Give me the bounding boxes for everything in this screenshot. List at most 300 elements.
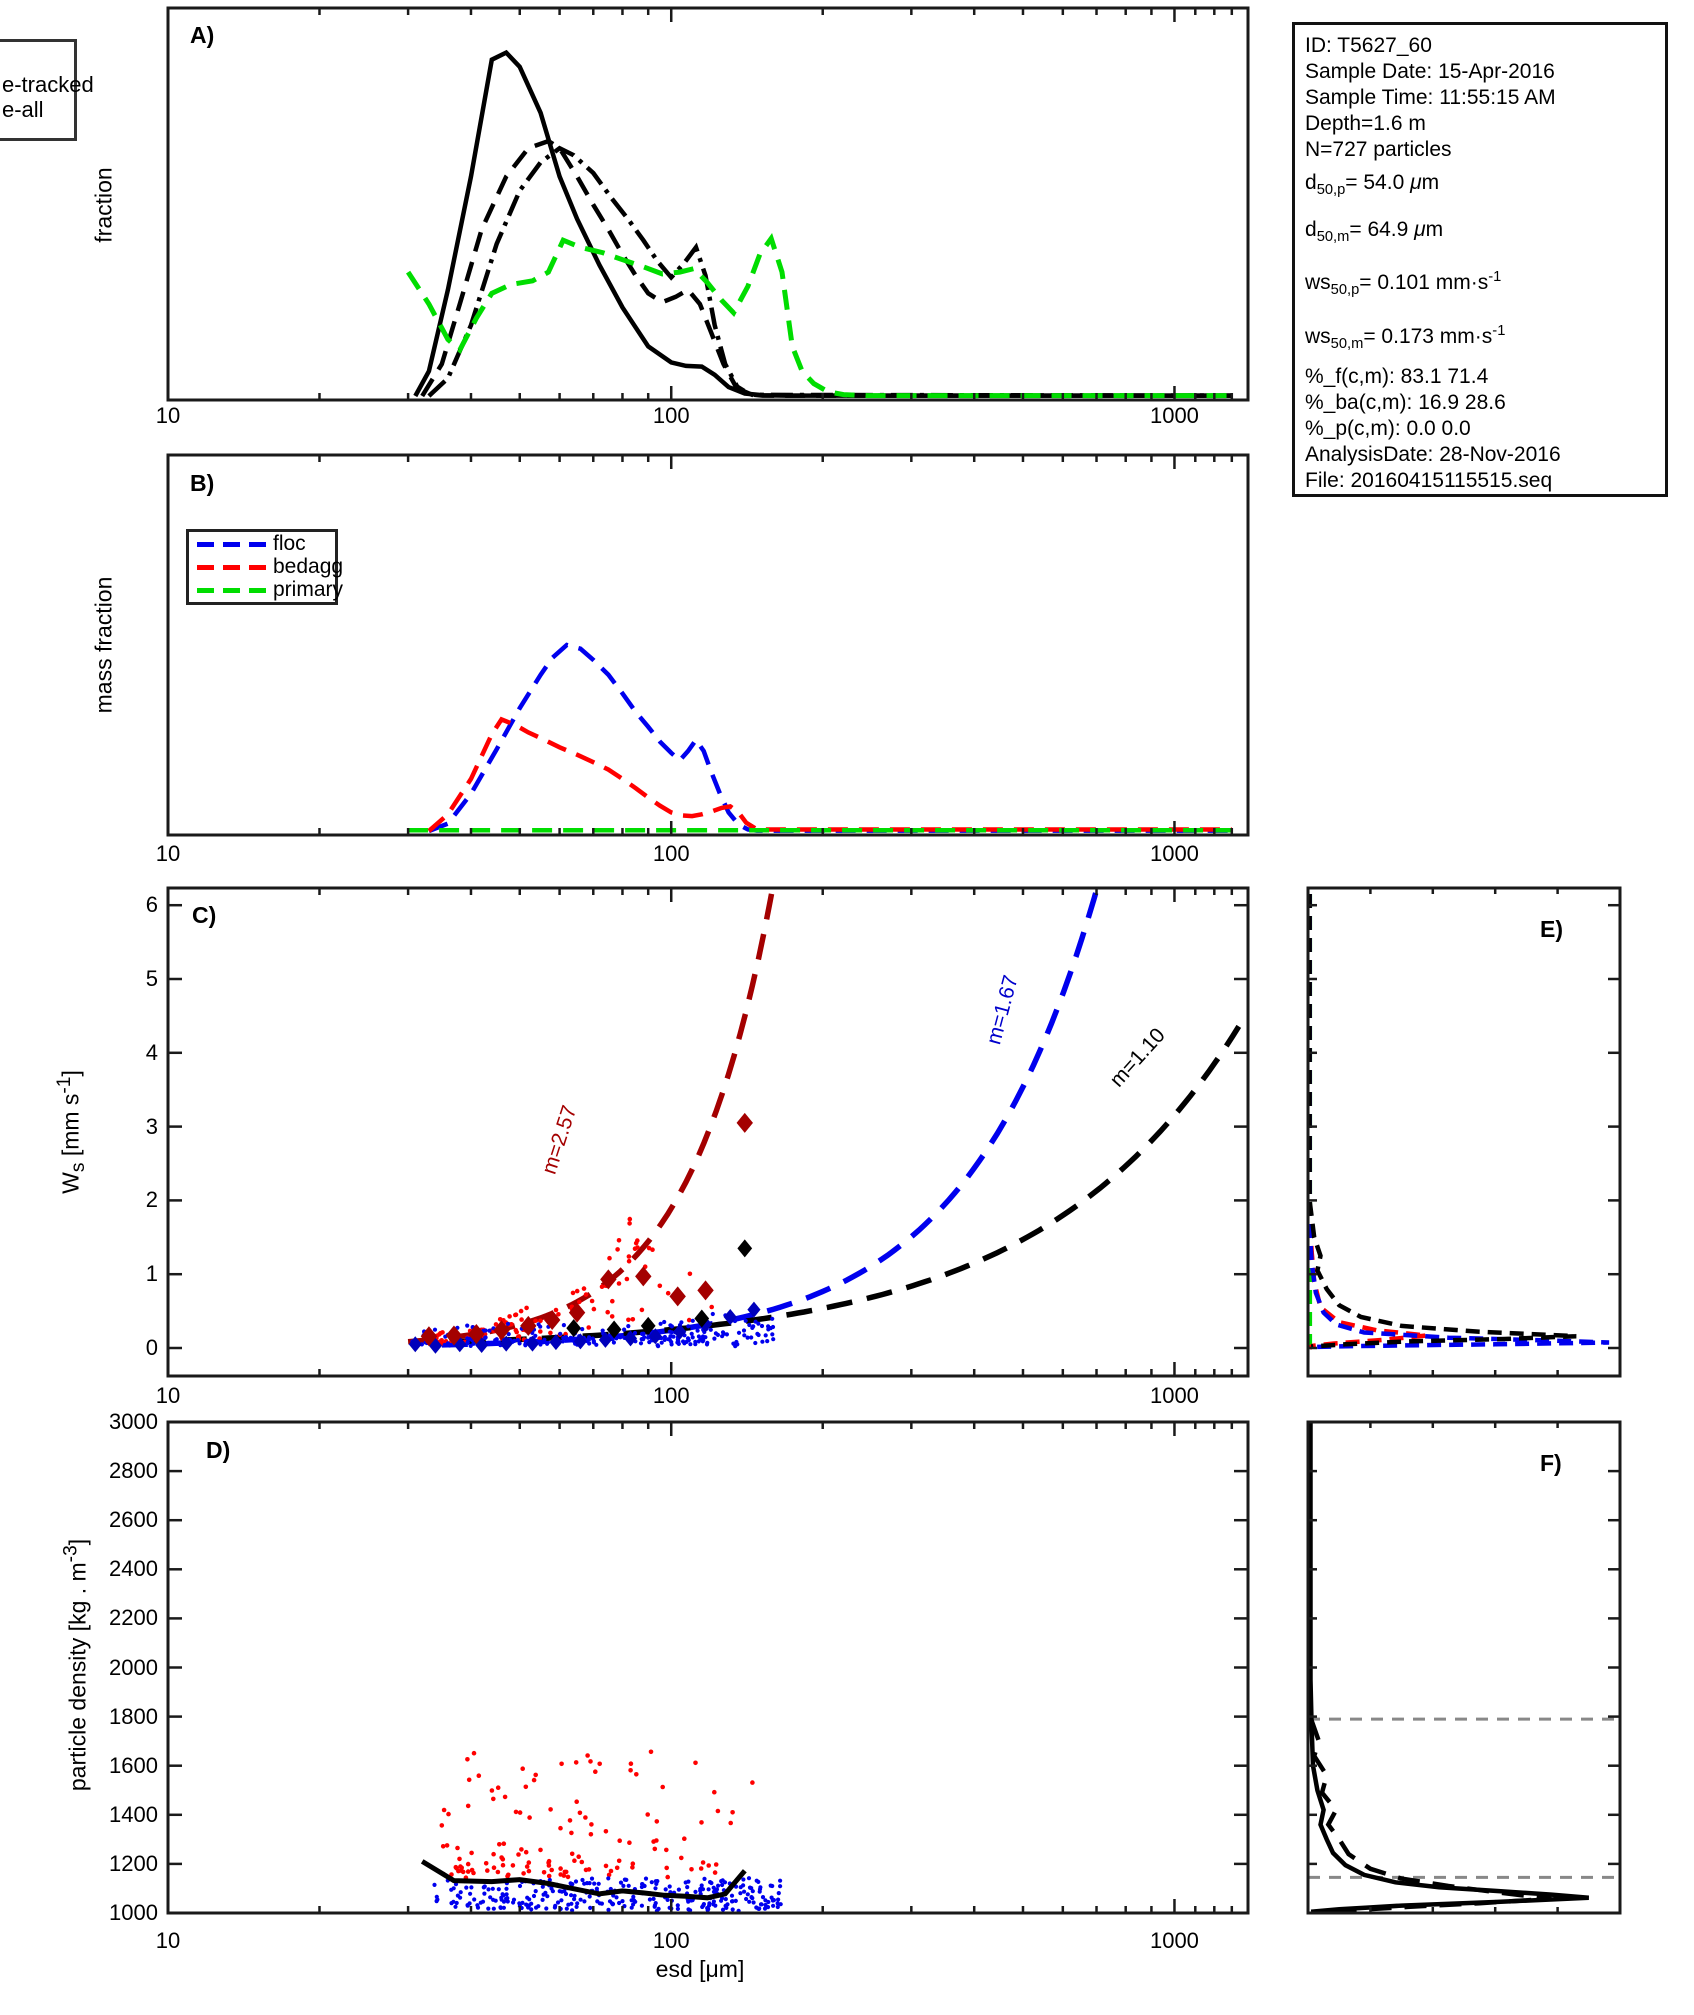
d-y-tick-label: 2400 bbox=[109, 1556, 158, 1582]
density-dot-blue bbox=[709, 1881, 713, 1885]
density-dot-blue bbox=[541, 1898, 545, 1902]
density-dot-blue bbox=[544, 1906, 548, 1910]
density-dot-blue bbox=[730, 1899, 734, 1903]
scatter-dot-blue bbox=[760, 1324, 764, 1328]
density-dot-blue bbox=[488, 1895, 492, 1899]
density-dot-blue bbox=[432, 1883, 436, 1887]
info-line: %_ba(c,m): 16.9 28.6 bbox=[1305, 390, 1506, 414]
density-dot-red bbox=[628, 1768, 633, 1773]
scatter-dot-blue bbox=[705, 1342, 709, 1346]
density-dot-red bbox=[706, 1863, 711, 1868]
density-dot-blue bbox=[464, 1886, 468, 1890]
x-tick-label: 10 bbox=[155, 1383, 181, 1408]
density-dot-blue bbox=[553, 1904, 557, 1908]
density-dot-blue bbox=[685, 1885, 689, 1889]
info-line: File: 20160415115515.seq bbox=[1305, 468, 1553, 492]
density-dot-red bbox=[496, 1870, 501, 1875]
scatter-dot-red bbox=[626, 1318, 631, 1323]
density-dot-red bbox=[524, 1785, 529, 1790]
density-dot-red bbox=[564, 1870, 569, 1875]
scatter-dot-blue bbox=[770, 1332, 774, 1336]
density-dot-blue bbox=[747, 1876, 751, 1880]
fit-curve-m=1.67 bbox=[442, 856, 1106, 1345]
d-y-tick-label: 3000 bbox=[109, 1409, 158, 1434]
density-dot-blue bbox=[701, 1903, 705, 1907]
density-dot-red bbox=[484, 1861, 489, 1866]
density-dot-red bbox=[547, 1863, 552, 1868]
density-dot-red bbox=[682, 1836, 687, 1841]
primary-dash-sample bbox=[197, 588, 266, 593]
scatter-dot-red bbox=[650, 1247, 655, 1252]
density-dot-red bbox=[542, 1870, 547, 1875]
density-dot-red bbox=[518, 1810, 523, 1815]
density-dot-blue bbox=[721, 1908, 725, 1912]
scatter-dot-blue bbox=[662, 1320, 666, 1324]
diamond-black bbox=[737, 1239, 752, 1257]
scatter-dot-blue bbox=[690, 1332, 694, 1336]
density-dot-red bbox=[578, 1811, 583, 1816]
dist-e-all-dist bbox=[1310, 872, 1577, 1347]
legend-label: floc bbox=[273, 532, 306, 555]
density-dot-red bbox=[583, 1815, 588, 1820]
scatter-dot-red bbox=[688, 1272, 693, 1277]
density-dot-blue bbox=[664, 1887, 668, 1891]
curve-b-floc bbox=[429, 645, 1232, 831]
density-dot-red bbox=[527, 1860, 532, 1865]
info-line: ID: T5627_60 bbox=[1305, 34, 1432, 57]
scatter-dot-red bbox=[625, 1277, 630, 1282]
scatter-dot-blue bbox=[697, 1334, 701, 1338]
scatter-dot-red bbox=[615, 1247, 620, 1252]
scatter-dot-blue bbox=[764, 1333, 768, 1337]
scatter-dot-red bbox=[617, 1281, 622, 1286]
density-dot-red bbox=[446, 1812, 451, 1817]
density-dot-blue bbox=[668, 1884, 672, 1888]
density-dot-red bbox=[492, 1865, 497, 1870]
scatter-dot-blue bbox=[558, 1332, 562, 1336]
scatter-dot-blue bbox=[742, 1328, 746, 1332]
density-dot-blue bbox=[632, 1898, 636, 1902]
density-dot-red bbox=[465, 1757, 470, 1762]
dist-f-density-dist-dashed bbox=[1311, 1719, 1551, 1912]
density-dot-blue bbox=[770, 1884, 774, 1888]
fit-label-m257: m=2.57 bbox=[537, 1102, 582, 1177]
scatter-dot-blue bbox=[744, 1319, 748, 1323]
density-dot-red bbox=[572, 1858, 577, 1863]
dist-e-floc-dist bbox=[1310, 872, 1610, 1347]
density-dot-red bbox=[574, 1799, 579, 1804]
density-dot-blue bbox=[648, 1897, 652, 1901]
d-y-tick-label: 2200 bbox=[109, 1605, 158, 1631]
diamond-red bbox=[635, 1266, 651, 1286]
density-dot-red bbox=[576, 1854, 581, 1859]
diamond-red bbox=[737, 1113, 753, 1133]
d-y-tick-label: 1200 bbox=[109, 1850, 158, 1876]
scatter-dot-blue bbox=[569, 1336, 573, 1340]
scatter-dot-blue bbox=[711, 1312, 715, 1316]
density-dot-blue bbox=[494, 1899, 498, 1903]
density-dot-red bbox=[458, 1864, 463, 1869]
density-dot-red bbox=[589, 1832, 594, 1837]
scatter-dot-blue bbox=[714, 1331, 718, 1335]
info-line: Sample Time: 11:55:15 AM bbox=[1305, 86, 1556, 109]
x-tick-label: 10 bbox=[155, 841, 181, 866]
scatter-dot-red bbox=[607, 1256, 612, 1261]
density-dot-blue bbox=[486, 1887, 490, 1891]
density-dot-red bbox=[532, 1778, 537, 1783]
density-dot-blue bbox=[654, 1879, 658, 1883]
scatter-dot-red bbox=[507, 1314, 512, 1319]
density-dot-blue bbox=[582, 1899, 586, 1903]
density-dot-red bbox=[629, 1761, 634, 1766]
density-dot-red bbox=[511, 1863, 516, 1868]
scatter-dot-red bbox=[633, 1246, 638, 1251]
density-dot-blue bbox=[644, 1877, 648, 1881]
scatter-dot-blue bbox=[693, 1340, 697, 1344]
density-dot-blue bbox=[582, 1882, 586, 1886]
density-dot-red bbox=[714, 1862, 719, 1867]
scatter-dot-blue bbox=[679, 1320, 683, 1324]
density-dot-blue bbox=[501, 1893, 505, 1897]
axis-title-mass-fraction: mass fraction bbox=[90, 576, 117, 714]
density-dot-blue bbox=[579, 1898, 583, 1902]
density-dot-red bbox=[467, 1778, 472, 1783]
density-dot-blue bbox=[565, 1907, 569, 1911]
density-dot-red bbox=[609, 1869, 614, 1874]
scatter-dot-red bbox=[538, 1329, 543, 1334]
density-dot-red bbox=[597, 1762, 602, 1767]
density-dot-blue bbox=[715, 1887, 719, 1891]
density-dot-blue bbox=[588, 1906, 592, 1910]
density-dot-blue bbox=[759, 1902, 763, 1906]
density-dot-red bbox=[547, 1859, 552, 1864]
scatter-dot-blue bbox=[518, 1341, 522, 1345]
density-dot-blue bbox=[580, 1878, 584, 1882]
density-dot-blue bbox=[575, 1901, 579, 1905]
density-dot-red bbox=[502, 1841, 507, 1846]
density-dot-blue bbox=[575, 1905, 579, 1909]
density-dot-red bbox=[713, 1870, 718, 1875]
scatter-dot-blue bbox=[746, 1336, 750, 1340]
scatter-dot-blue bbox=[766, 1324, 770, 1328]
scatter-dot-red bbox=[617, 1238, 622, 1243]
fit-curve-m=2.57 bbox=[408, 832, 782, 1342]
density-dot-blue bbox=[549, 1886, 553, 1890]
density-dot-red bbox=[570, 1852, 575, 1857]
density-dot-blue bbox=[479, 1901, 483, 1905]
density-dot-blue bbox=[707, 1903, 711, 1907]
scatter-dot-red bbox=[548, 1331, 553, 1336]
x-tick-label: 1000 bbox=[1149, 1383, 1199, 1408]
density-dot-blue bbox=[640, 1904, 644, 1908]
scatter-dot-blue bbox=[671, 1335, 675, 1339]
density-dot-blue bbox=[693, 1890, 697, 1894]
panel-cC bbox=[408, 832, 1239, 1354]
scatter-dot-blue bbox=[733, 1344, 737, 1348]
density-dot-blue bbox=[652, 1897, 656, 1901]
density-dot-red bbox=[728, 1821, 733, 1826]
density-dot-blue bbox=[588, 1881, 592, 1885]
scatter-dot-blue bbox=[696, 1329, 700, 1333]
fit-label-m110: m=1.10 bbox=[1105, 1023, 1170, 1092]
scatter-dot-blue bbox=[760, 1340, 764, 1344]
density-dot-blue bbox=[744, 1897, 748, 1901]
density-dot-blue bbox=[738, 1891, 742, 1895]
density-dot-red bbox=[689, 1867, 694, 1872]
scatter-dot-blue bbox=[562, 1323, 566, 1327]
density-dot-blue bbox=[739, 1885, 743, 1889]
density-dot-red bbox=[477, 1773, 482, 1778]
density-dot-blue bbox=[746, 1892, 750, 1896]
density-dot-red bbox=[558, 1872, 563, 1877]
density-dot-red bbox=[516, 1852, 521, 1857]
density-dot-blue bbox=[752, 1900, 756, 1904]
scatter-dot-red bbox=[524, 1306, 529, 1311]
density-dot-red bbox=[693, 1761, 698, 1766]
density-dot-red bbox=[501, 1863, 506, 1868]
x-tick-label: 100 bbox=[652, 1928, 690, 1953]
scatter-dot-blue bbox=[642, 1335, 646, 1339]
density-dot-red bbox=[655, 1819, 660, 1824]
scatter-dot-blue bbox=[545, 1342, 549, 1346]
density-dot-blue bbox=[620, 1899, 624, 1903]
panel-a-border bbox=[168, 8, 1248, 400]
density-dot-red bbox=[615, 1866, 620, 1871]
density-dot-blue bbox=[757, 1907, 761, 1911]
d-y-tick-label: 1800 bbox=[109, 1703, 158, 1729]
dist-f-density-dist-solid bbox=[1311, 1422, 1589, 1912]
d-y-tick-label: 1400 bbox=[109, 1801, 158, 1827]
density-dot-blue bbox=[606, 1908, 610, 1912]
density-dot-red bbox=[457, 1857, 462, 1862]
density-dot-blue bbox=[566, 1903, 570, 1907]
density-dot-red bbox=[548, 1807, 553, 1812]
density-dot-red bbox=[701, 1860, 706, 1865]
scatter-dot-blue bbox=[443, 1343, 447, 1347]
density-dot-blue bbox=[483, 1884, 487, 1888]
density-dot-blue bbox=[529, 1902, 533, 1906]
density-dot-blue bbox=[730, 1894, 734, 1898]
scatter-dot-blue bbox=[639, 1341, 643, 1345]
scatter-dot-red bbox=[666, 1291, 671, 1296]
info-line: N=727 particles bbox=[1305, 138, 1452, 161]
scatter-dot-blue bbox=[594, 1343, 598, 1347]
density-dot-blue bbox=[468, 1892, 472, 1896]
density-dot-red bbox=[654, 1838, 659, 1843]
density-dot-blue bbox=[472, 1897, 476, 1901]
density-dot-blue bbox=[676, 1907, 680, 1911]
density-dot-blue bbox=[518, 1884, 522, 1888]
density-dot-blue bbox=[763, 1898, 767, 1902]
c-y-tick-label: 2 bbox=[145, 1187, 158, 1213]
scatter-dot-blue bbox=[656, 1343, 660, 1347]
density-dot-red bbox=[471, 1871, 476, 1876]
density-dot-red bbox=[716, 1809, 721, 1814]
scatter-dot-red bbox=[519, 1317, 524, 1322]
density-dot-blue bbox=[778, 1884, 782, 1888]
x-tick-label: 1000 bbox=[1149, 1928, 1199, 1953]
scatter-dot-blue bbox=[580, 1327, 584, 1331]
scatter-dot-blue bbox=[622, 1328, 626, 1332]
density-dot-blue bbox=[569, 1881, 573, 1885]
density-dot-red bbox=[653, 1847, 658, 1852]
density-dot-red bbox=[569, 1831, 574, 1836]
density-dot-blue bbox=[713, 1904, 717, 1908]
x-tick-label: 1000 bbox=[1149, 403, 1199, 428]
density-dot-red bbox=[469, 1851, 474, 1856]
scatter-dot-blue bbox=[495, 1337, 499, 1341]
density-dot-blue bbox=[435, 1899, 439, 1903]
density-dot-blue bbox=[451, 1900, 455, 1904]
density-dot-red bbox=[466, 1804, 471, 1809]
legend-panel-b bbox=[186, 529, 344, 605]
density-dot-blue bbox=[543, 1891, 547, 1895]
diamond-blue bbox=[526, 1336, 539, 1352]
scatter-dot-blue bbox=[469, 1344, 473, 1348]
scatter-dot-blue bbox=[661, 1330, 665, 1334]
density-dot-red bbox=[604, 1829, 609, 1834]
density-dot-blue bbox=[776, 1898, 780, 1902]
scatter-dot-blue bbox=[564, 1337, 568, 1341]
density-dot-red bbox=[604, 1864, 609, 1869]
cut-legend-item: e-all bbox=[2, 97, 44, 122]
density-dot-red bbox=[519, 1847, 524, 1852]
density-dot-red bbox=[547, 1874, 552, 1879]
axis-title-fraction: fraction bbox=[90, 167, 117, 243]
density-dot-red bbox=[521, 1871, 526, 1876]
density-dot-red bbox=[461, 1870, 466, 1875]
density-dot-blue bbox=[777, 1891, 781, 1895]
c-y-tick-label: 3 bbox=[145, 1113, 158, 1139]
x-tick-label: 1000 bbox=[1149, 841, 1199, 866]
floc-dash-sample bbox=[197, 542, 266, 547]
density-dot-blue bbox=[742, 1890, 746, 1894]
density-dot-blue bbox=[588, 1894, 592, 1898]
x-tick-label: 10 bbox=[155, 403, 181, 428]
density-dot-red bbox=[649, 1750, 654, 1755]
density-dot-blue bbox=[698, 1889, 702, 1893]
density-dot-blue bbox=[723, 1880, 727, 1884]
diamond-red bbox=[697, 1280, 713, 1300]
density-dot-blue bbox=[482, 1892, 486, 1896]
density-dot-red bbox=[588, 1759, 593, 1764]
density-dot-blue bbox=[684, 1880, 688, 1884]
density-dot-red bbox=[679, 1856, 684, 1861]
density-dot-blue bbox=[564, 1892, 568, 1896]
density-dot-red bbox=[589, 1822, 594, 1827]
density-dot-blue bbox=[525, 1896, 529, 1900]
density-dot-blue bbox=[719, 1879, 723, 1883]
scatter-dot-blue bbox=[592, 1339, 596, 1343]
density-dot-red bbox=[466, 1869, 471, 1874]
info-line: $d_{50,m}= 64.9$ μm bbox=[1305, 218, 1444, 246]
density-dot-blue bbox=[700, 1883, 704, 1887]
density-dot-blue bbox=[476, 1906, 480, 1910]
scatter-dot-blue bbox=[663, 1338, 667, 1342]
density-dot-blue bbox=[534, 1889, 538, 1893]
scatter-dot-blue bbox=[684, 1340, 688, 1344]
scatter-dot-blue bbox=[691, 1319, 695, 1323]
density-dot-red bbox=[538, 1848, 543, 1853]
density-dot-red bbox=[514, 1810, 519, 1815]
curve-b-bedagg bbox=[429, 719, 1232, 831]
density-dot-blue bbox=[677, 1888, 681, 1892]
density-dot-red bbox=[699, 1866, 704, 1871]
scatter-dot-blue bbox=[670, 1324, 674, 1328]
density-dot-red bbox=[442, 1808, 447, 1813]
scatter-dot-red bbox=[627, 1221, 632, 1226]
scatter-dot-red bbox=[592, 1307, 597, 1312]
density-dot-blue bbox=[572, 1897, 576, 1901]
density-dot-blue bbox=[598, 1901, 602, 1905]
scatter-dot-red bbox=[571, 1291, 576, 1296]
scatter-dot-red bbox=[514, 1328, 519, 1333]
axis-title-ws: $W_s$ [mm $s^{-1}$] bbox=[53, 1070, 90, 1194]
density-dot-blue bbox=[778, 1879, 782, 1883]
x-tick-label: 100 bbox=[652, 1383, 690, 1408]
info-line: Sample Date: 15-Apr-2016 bbox=[1305, 60, 1555, 83]
density-dot-blue bbox=[627, 1884, 631, 1888]
density-dot-red bbox=[664, 1848, 669, 1853]
d-y-tick-label: 2800 bbox=[109, 1458, 158, 1484]
scatter-dot-blue bbox=[670, 1342, 674, 1346]
info-line: $d_{50,p}= 54.0$ μm bbox=[1305, 171, 1440, 199]
density-dot-blue bbox=[766, 1905, 770, 1909]
density-dot-blue bbox=[650, 1880, 654, 1884]
scatter-dot-blue bbox=[647, 1340, 651, 1344]
density-dot-blue bbox=[666, 1898, 670, 1902]
scatter-dot-red bbox=[635, 1238, 640, 1243]
panel-label-e: E) bbox=[1540, 916, 1563, 942]
scatter-dot-red bbox=[533, 1319, 538, 1324]
curve-a-size-tracked-dashed bbox=[422, 141, 1232, 396]
scatter-dot-blue bbox=[770, 1317, 774, 1321]
scatter-dot-red bbox=[554, 1308, 559, 1313]
density-dot-blue bbox=[560, 1890, 564, 1894]
d-y-tick-label: 1000 bbox=[109, 1900, 158, 1925]
density-dot-red bbox=[627, 1840, 632, 1845]
scatter-dot-red bbox=[627, 1259, 632, 1264]
axis-title-particle-density: particle density [kg . $m^{-3}$] bbox=[60, 1538, 91, 1792]
scatter-dot-blue bbox=[691, 1335, 695, 1339]
panel-f-border bbox=[1308, 1422, 1620, 1913]
density-dot-blue bbox=[747, 1900, 751, 1904]
scatter-dot-red bbox=[640, 1308, 645, 1313]
density-dot-blue bbox=[758, 1885, 762, 1889]
scatter-dot-blue bbox=[754, 1320, 758, 1324]
density-dot-red bbox=[527, 1869, 532, 1874]
density-dot-blue bbox=[707, 1887, 711, 1891]
scatter-dot-red bbox=[628, 1217, 633, 1222]
info-line: %_f(c,m): 83.1 71.4 bbox=[1305, 364, 1489, 388]
panel-cD bbox=[422, 1750, 783, 1914]
x-tick-label: 100 bbox=[652, 403, 690, 428]
density-dot-blue bbox=[504, 1897, 508, 1901]
density-dot-blue bbox=[731, 1907, 735, 1911]
density-dot-blue bbox=[771, 1904, 775, 1908]
density-dot-red bbox=[699, 1820, 704, 1825]
panel-cB bbox=[408, 645, 1232, 831]
scatter-dot-blue bbox=[709, 1328, 713, 1332]
scatter-dot-blue bbox=[659, 1322, 663, 1326]
panel-e-border bbox=[1308, 888, 1620, 1376]
density-dot-blue bbox=[492, 1907, 496, 1911]
scatter-dot-red bbox=[586, 1325, 591, 1330]
scatter-dot-blue bbox=[686, 1324, 690, 1328]
density-dot-blue bbox=[725, 1902, 729, 1906]
scatter-dot-red bbox=[584, 1292, 589, 1297]
info-line: Depth=1.6 m bbox=[1305, 112, 1426, 135]
